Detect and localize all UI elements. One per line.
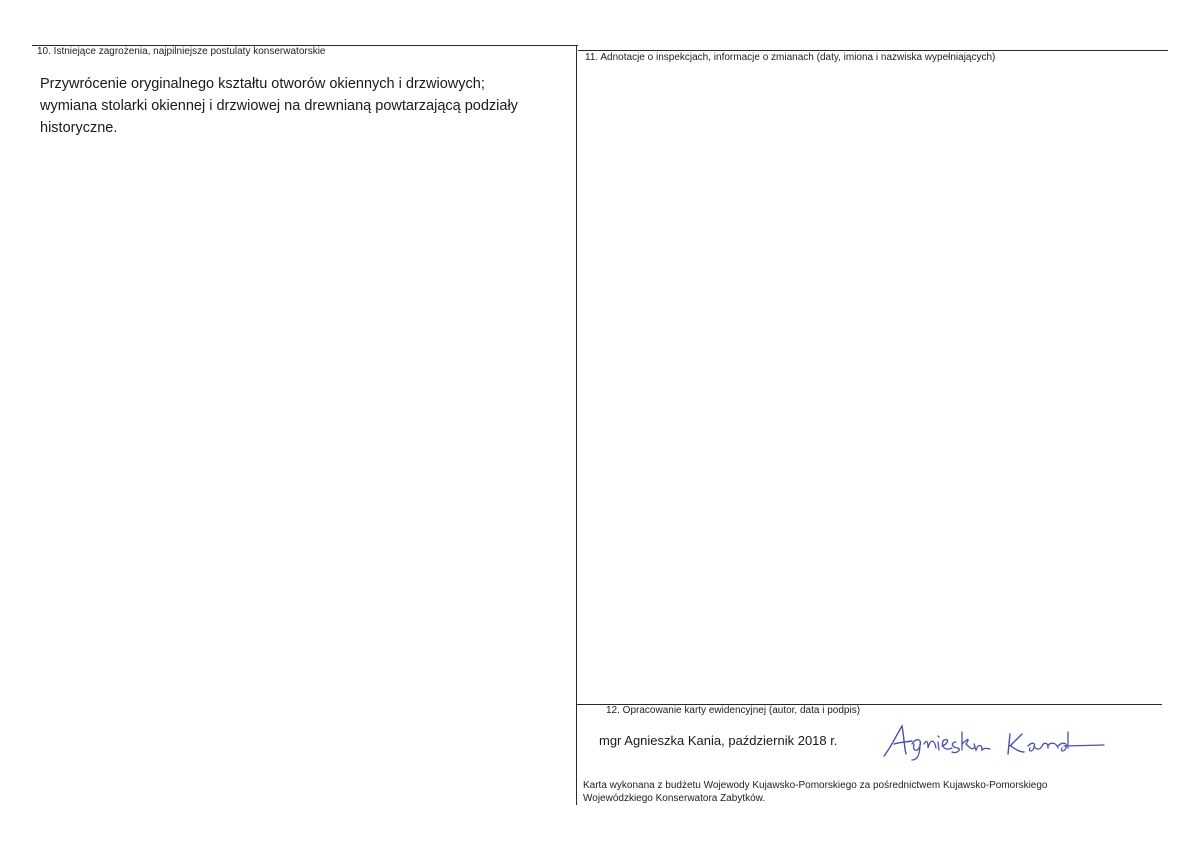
- section-10-text: [40, 73, 570, 139]
- signature-image: [878, 722, 1108, 762]
- author-line: mgr Agnieszka Kania, październik 2018 r.: [599, 733, 838, 748]
- section-11-label: 11. Adnotacje o inspekcjach, informacje o zmianach (daty, imiona i nazwiska wypełniających): [585, 52, 996, 63]
- funding-note-line-1: Karta wykonana z budżetu Wojewody Kujawsko-Pomorskiego za pośrednictwem Kujawsko-Pomorskiego: [583, 780, 1048, 791]
- column-divider: [576, 45, 577, 805]
- funding-note-line-2: Wojewódzkiego Konserwatora Zabytków.: [583, 792, 766, 804]
- section-12-label: 12. Opracowanie karty ewidencyjnej (autor, data i podpis): [606, 705, 861, 716]
- top-rule-right: [578, 50, 1168, 51]
- section-10-label: 10. Istniejące zagrożenia, najpilniejsze postulaty konserwatorskie: [37, 46, 326, 57]
- section-10-text-line-1: Przywrócenie oryginalnego kształtu otworów okiennych i drzwiowych;: [40, 76, 485, 92]
- section-10-text-line-2: wymiana stolarki okiennej i drzwiowej na drewnianą powtarzającą podziały: [40, 98, 518, 114]
- section-10-text-line-3: historyczne.: [40, 120, 118, 136]
- funding-note: [583, 780, 1173, 805]
